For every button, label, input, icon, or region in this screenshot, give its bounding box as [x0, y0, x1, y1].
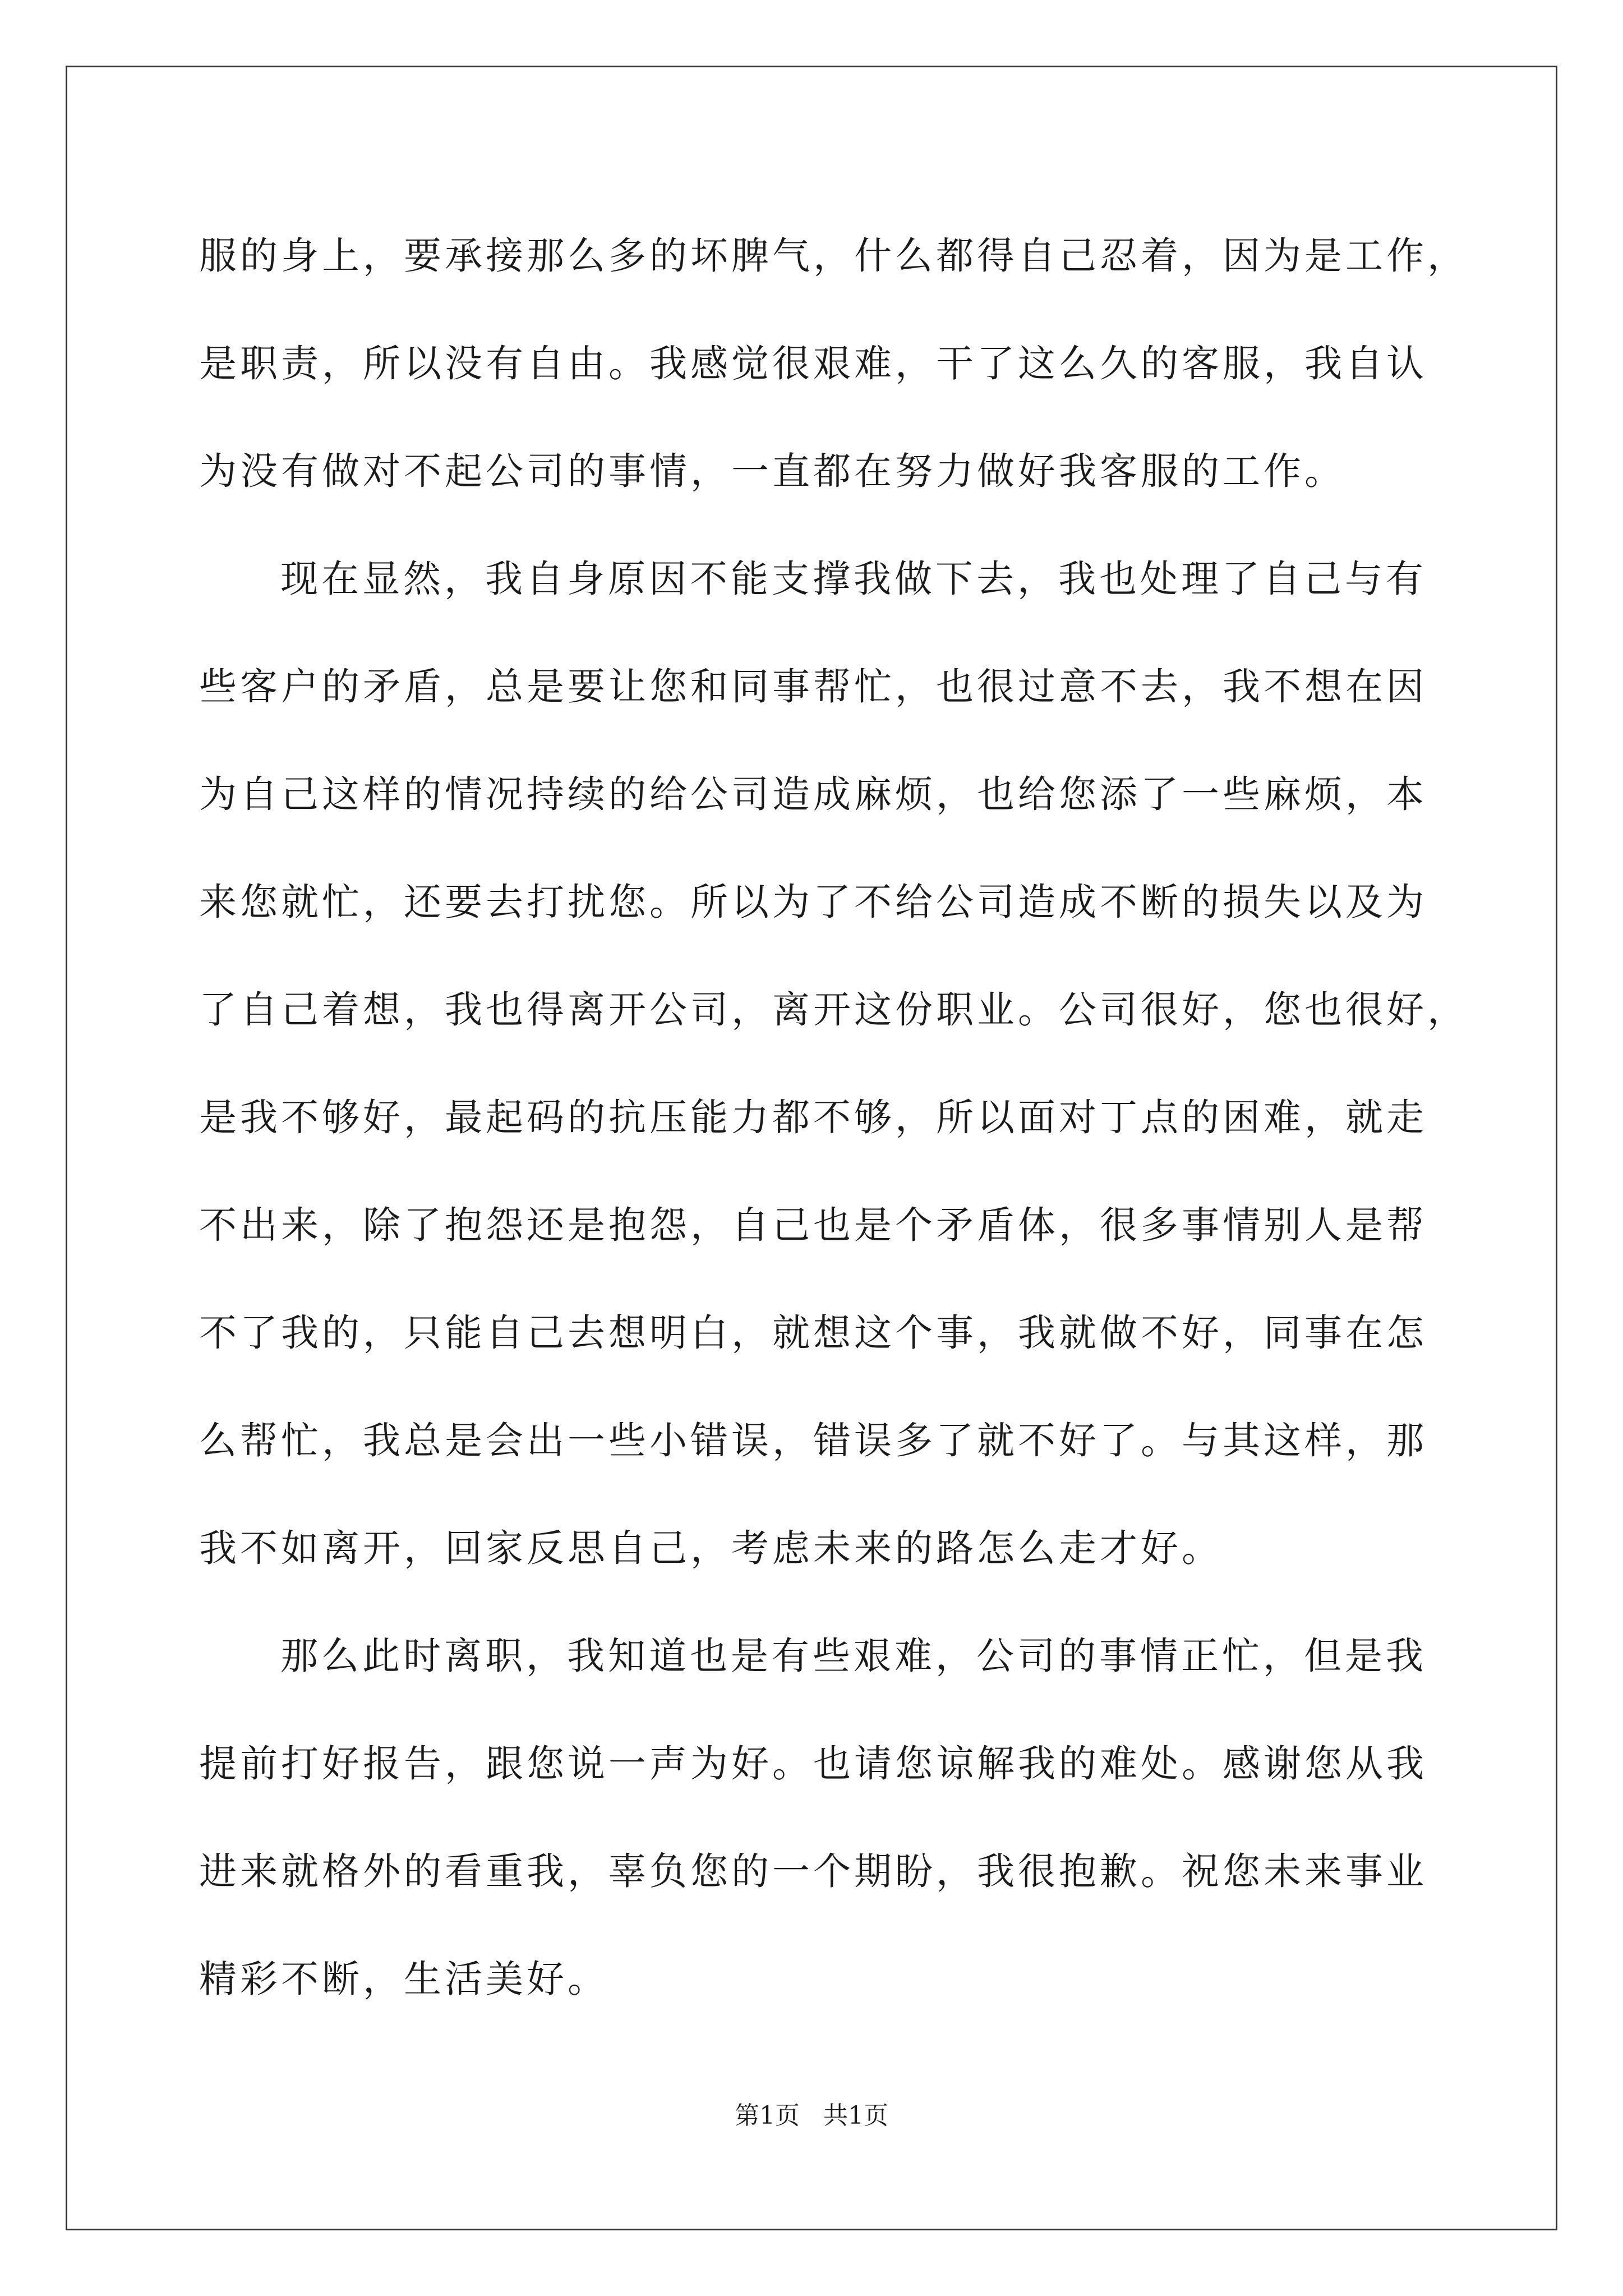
- page-number-total: 共1页: [823, 2101, 888, 2130]
- text-line: 我不如离开，回家反思自己，考虑未来的路怎么走才好。: [199, 1526, 1223, 1570]
- text-line: 不出来，除了抱怨还是抱怨，自己也是个矛盾体，很多事情别人是帮: [199, 1203, 1427, 1247]
- document-body: [199, 202, 1468, 2033]
- text-line: 提前打好报告，跟您说一声为好。也请您谅解我的难处。感谢您从我: [199, 1742, 1427, 1786]
- text-line: 服的身上，要承接那么多的坏脾气，什么都得自己忍着，因为是工作，: [199, 234, 1468, 278]
- page-footer: [0, 2095, 1623, 2131]
- paragraph-start-line: 那么此时离职，我知道也是有些艰难，公司的事情正忙，但是我: [280, 1634, 1427, 1678]
- page-number-current: 第1页: [735, 2101, 800, 2130]
- text-line: 些客户的矛盾，总是要让您和同事帮忙，也很过意不去，我不想在因: [199, 665, 1427, 708]
- text-line: 不了我的，只能自己去想明白，就想这个事，我就做不好，同事在怎: [199, 1311, 1427, 1355]
- text-line: 是我不够好，最起码的抗压能力都不够，所以面对丁点的困难，就走: [199, 1096, 1427, 1139]
- text-line: 为没有做对不起公司的事情，一直都在努力做好我客服的工作。: [199, 449, 1345, 493]
- text-line: 为自己这样的情况持续的给公司造成麻烦，也给您添了一些麻烦，本: [199, 772, 1427, 816]
- text-line: 进来就格外的看重我，辜负您的一个期盼，我很抱歉。祝您未来事业: [199, 1849, 1427, 1893]
- text-line: 是职责，所以没有自由。我感觉很艰难，干了这么久的客服，我自认: [199, 342, 1427, 385]
- text-line: 么帮忙，我总是会出一些小错误，错误多了就不好了。与其这样，那: [199, 1419, 1427, 1462]
- text-line: 了自己着想，我也得离开公司，离开这份职业。公司很好，您也很好，: [199, 988, 1468, 1032]
- paragraph-start-line: 现在显然，我自身原因不能支撑我做下去，我也处理了自己与有: [280, 557, 1427, 601]
- text-line: 来您就忙，还要去打扰您。所以为了不给公司造成不断的损失以及为: [199, 880, 1427, 924]
- text-line: 精彩不断，生活美好。: [199, 1957, 608, 2001]
